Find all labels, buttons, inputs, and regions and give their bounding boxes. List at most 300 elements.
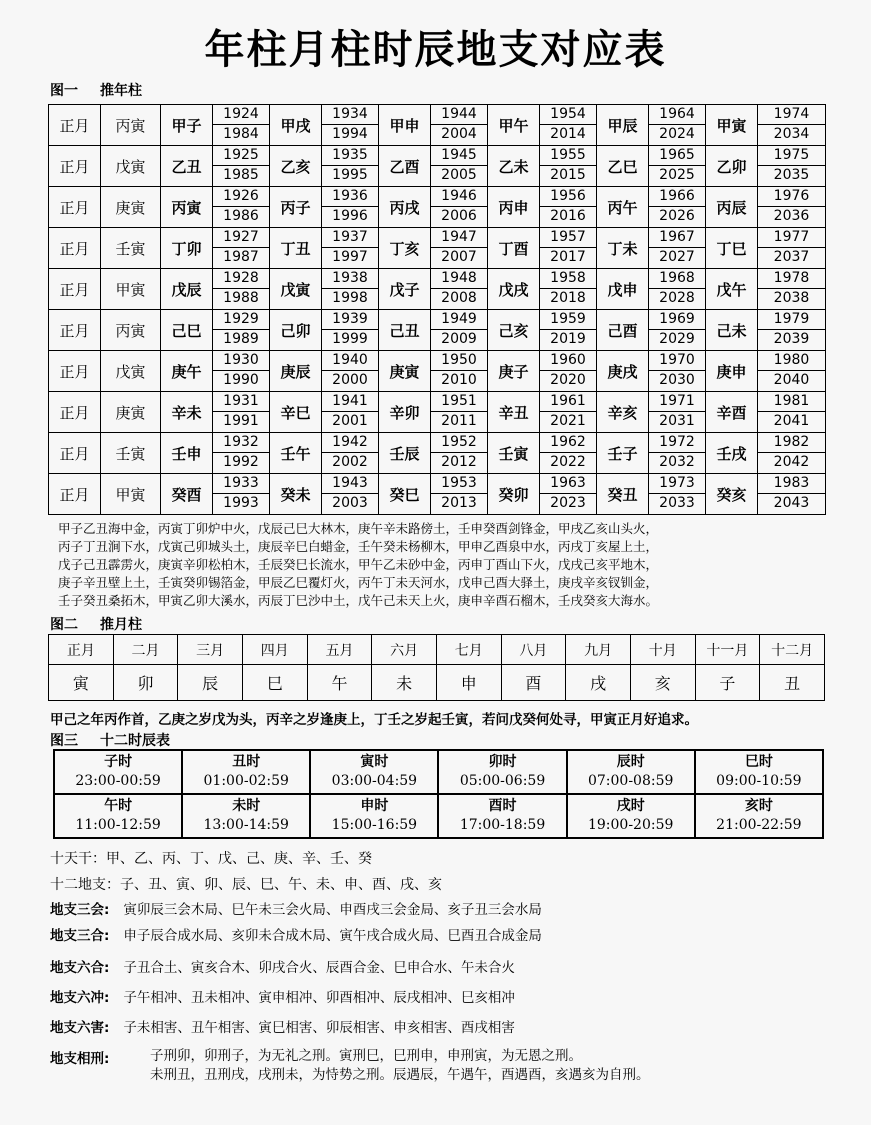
ganzhi-cell: 乙亥 — [270, 146, 322, 187]
year-value: 2043 — [773, 495, 810, 511]
year-value: 1964 — [649, 105, 705, 125]
year-cell — [213, 146, 270, 187]
year-cell — [649, 105, 706, 146]
year-row — [49, 105, 826, 146]
year-row — [49, 269, 826, 310]
ganzhi-cell: 丁卯 — [161, 228, 213, 269]
year-cell — [649, 310, 706, 351]
ganzhi-cell: 乙丑 — [161, 146, 213, 187]
year-value: 1977 — [758, 228, 825, 248]
xing-label: 地支相刑: — [50, 1051, 110, 1067]
year-value: 1987 — [223, 249, 259, 265]
fig3-label: 图三 十二时辰表 — [50, 733, 170, 749]
month-header: 九月 — [566, 635, 631, 665]
ganzhi-cell: 戊午 — [706, 269, 758, 310]
month-cell: 正月 — [49, 187, 101, 228]
year-value: 1968 — [649, 269, 705, 289]
hour-cell — [54, 750, 182, 794]
ganzhi-cell: 丁巳 — [706, 228, 758, 269]
relation-line — [50, 986, 515, 1006]
year-value: 1934 — [322, 105, 378, 125]
month-header: 十一月 — [695, 635, 760, 665]
year-cell — [431, 310, 488, 351]
fig1-label: 图一 推年柱 — [50, 83, 142, 99]
ganzhi-cell: 丁丑 — [270, 228, 322, 269]
xing-text: 子刑卯，卯刑子，为无礼之刑。寅刑巳，巳刑申，申刑寅，为无恩之刑。 未刑丑，丑刑戌，戌刑未，为恃势之刑。辰遇辰，午遇午，酉遇酉，亥遇亥为自刑。 — [150, 1048, 650, 1083]
year-value: 1925 — [213, 146, 269, 166]
month-cell: 正月 — [49, 433, 101, 474]
year-row — [49, 433, 826, 474]
year-value: 1931 — [213, 392, 269, 412]
year-cell — [540, 474, 597, 515]
year-value: 1999 — [332, 331, 368, 347]
year-value: 1962 — [540, 433, 596, 453]
year-value: 1966 — [649, 187, 705, 207]
year-value: 1995 — [332, 167, 368, 183]
year-value: 1955 — [540, 146, 596, 166]
year-value: 2000 — [332, 372, 368, 388]
hour-name: 子时 — [104, 754, 133, 770]
year-row — [49, 310, 826, 351]
year-value: 1927 — [213, 228, 269, 248]
ganzhi-cell: 庚辰 — [270, 351, 322, 392]
year-cell — [213, 310, 270, 351]
ganzhi-cell: 甲子 — [161, 105, 213, 146]
ganzhi-cell: 癸亥 — [706, 474, 758, 515]
hour-name: 寅时 — [360, 754, 389, 770]
hour-range: 11:00-12:59 — [75, 817, 161, 833]
year-value: 2016 — [550, 208, 586, 224]
year-cell — [758, 228, 826, 269]
hour-range: 03:00-04:59 — [331, 773, 418, 789]
year-value: 2025 — [659, 167, 695, 183]
year-value: 2011 — [441, 413, 477, 429]
hour-name: 申时 — [360, 798, 389, 814]
hour-range: 09:00-10:59 — [716, 773, 802, 789]
ganzhi-cell: 甲戌 — [270, 105, 322, 146]
year-cell — [540, 433, 597, 474]
year-value: 2042 — [773, 454, 810, 470]
hour-cell — [438, 750, 566, 794]
month-header: 二月 — [113, 635, 178, 665]
ganzhi-cell: 丁酉 — [488, 228, 540, 269]
year-cell — [322, 310, 379, 351]
relation-label: 地支六害: — [50, 1020, 110, 1036]
year-value: 1970 — [649, 351, 705, 371]
month-cell: 正月 — [49, 146, 101, 187]
hour-cell — [182, 750, 310, 794]
stem-cell: 戊寅 — [101, 146, 161, 187]
year-cell — [322, 146, 379, 187]
month-branch: 戌 — [566, 665, 631, 701]
year-value: 1942 — [322, 433, 378, 453]
ganzhi-cell: 己亥 — [488, 310, 540, 351]
ganzhi-cell: 丙子 — [270, 187, 322, 228]
year-value: 1963 — [540, 474, 596, 494]
year-value: 1972 — [649, 433, 705, 453]
year-value: 1986 — [223, 208, 259, 224]
month-header: 五月 — [307, 635, 372, 665]
year-cell — [213, 105, 270, 146]
year-value: 1984 — [223, 126, 259, 142]
year-row — [49, 351, 826, 392]
month-branch: 申 — [436, 665, 501, 701]
ganzhi-cell: 己巳 — [161, 310, 213, 351]
ganzhi-cell: 辛巳 — [270, 392, 322, 433]
year-cell — [322, 105, 379, 146]
year-value: 1989 — [223, 331, 259, 347]
ganzhi-cell: 乙未 — [488, 146, 540, 187]
year-value: 2004 — [441, 126, 477, 142]
year-value: 2019 — [550, 331, 586, 347]
ganzhi-cell: 辛酉 — [706, 392, 758, 433]
hour-cell — [695, 750, 823, 794]
ganzhi-cell: 壬寅 — [488, 433, 540, 474]
year-value: 1973 — [649, 474, 705, 494]
month-pillar-table — [48, 634, 825, 701]
year-value: 1996 — [332, 208, 368, 224]
hour-cell — [310, 750, 438, 794]
year-value: 1998 — [332, 290, 368, 306]
year-row — [49, 228, 826, 269]
hour-range: 17:00-18:59 — [459, 817, 546, 833]
year-value: 2035 — [773, 167, 810, 183]
month-branch: 午 — [307, 665, 372, 701]
year-value: 2017 — [550, 249, 586, 265]
year-cell — [540, 269, 597, 310]
ganzhi-cell: 己未 — [706, 310, 758, 351]
year-value: 1975 — [758, 146, 825, 166]
ganzhi-cell: 庚午 — [161, 351, 213, 392]
year-value: 1928 — [213, 269, 269, 289]
year-value: 1956 — [540, 187, 596, 207]
stem-cell: 庚寅 — [101, 392, 161, 433]
hour-name: 戌时 — [616, 798, 645, 814]
fig2-name: 推月柱 — [100, 617, 142, 633]
hours-row — [54, 794, 823, 838]
year-value: 2031 — [659, 413, 695, 429]
month-branch: 卯 — [113, 665, 178, 701]
hour-name: 丑时 — [232, 754, 261, 770]
year-cell — [431, 228, 488, 269]
year-cell — [322, 269, 379, 310]
month-header: 三月 — [178, 635, 243, 665]
year-value: 1949 — [431, 310, 487, 330]
ganzhi-cell: 癸未 — [270, 474, 322, 515]
month-cell: 正月 — [49, 474, 101, 515]
year-value: 1958 — [540, 269, 596, 289]
relation-label: 地支三合: — [50, 928, 110, 944]
year-cell — [213, 228, 270, 269]
year-value: 2009 — [441, 331, 477, 347]
ganzhi-cell: 甲午 — [488, 105, 540, 146]
hour-name: 卯时 — [488, 754, 517, 770]
hour-range: 01:00-02:59 — [203, 773, 289, 789]
year-value: 2008 — [441, 290, 477, 306]
hour-name: 酉时 — [488, 798, 517, 814]
ganzhi-cell: 甲寅 — [706, 105, 758, 146]
ganzhi-cell: 癸巳 — [379, 474, 431, 515]
year-cell — [213, 351, 270, 392]
year-cell — [540, 351, 597, 392]
ganzhi-cell: 丙戌 — [379, 187, 431, 228]
year-cell — [758, 351, 826, 392]
year-value: 1985 — [223, 167, 259, 183]
ganzhi-cell: 庚申 — [706, 351, 758, 392]
month-branch: 未 — [372, 665, 437, 701]
relation-line — [50, 898, 542, 918]
ganzhi-cell: 癸丑 — [597, 474, 649, 515]
year-cell — [758, 146, 826, 187]
year-value: 1944 — [431, 105, 487, 125]
hours-table — [53, 749, 824, 839]
hour-cell — [54, 794, 182, 838]
year-cell — [758, 105, 826, 146]
year-row — [49, 146, 826, 187]
month-header: 十月 — [630, 635, 695, 665]
year-cell — [322, 474, 379, 515]
ganzhi-cell: 辛丑 — [488, 392, 540, 433]
ganzhi-cell: 庚寅 — [379, 351, 431, 392]
year-value: 2037 — [773, 249, 810, 265]
year-value: 1924 — [213, 105, 269, 125]
ganzhi-cell: 己卯 — [270, 310, 322, 351]
year-cell — [540, 105, 597, 146]
hour-range: 15:00-16:59 — [331, 817, 418, 833]
fig3-name: 十二时辰表 — [100, 733, 170, 749]
year-cell — [322, 228, 379, 269]
year-value: 2005 — [441, 167, 477, 183]
ganzhi-cell: 乙巳 — [597, 146, 649, 187]
year-cell — [431, 269, 488, 310]
ganzhi-cell: 癸酉 — [161, 474, 213, 515]
year-value: 1993 — [223, 495, 259, 511]
year-value: 1967 — [649, 228, 705, 248]
year-cell — [649, 146, 706, 187]
year-cell — [758, 392, 826, 433]
year-value: 2028 — [659, 290, 695, 306]
month-header: 正月 — [49, 635, 114, 665]
year-cell — [649, 269, 706, 310]
ganzhi-cell: 己丑 — [379, 310, 431, 351]
year-value: 2030 — [659, 372, 695, 388]
year-value: 2039 — [773, 331, 810, 347]
ganzhi-cell: 戊辰 — [161, 269, 213, 310]
year-value: 1982 — [758, 433, 825, 453]
year-value: 2032 — [659, 454, 695, 470]
stem-cell: 庚寅 — [101, 187, 161, 228]
relation-text: 子午相冲、丑未相冲、寅申相冲、卯酉相冲、辰戌相冲、巳亥相冲 — [123, 990, 515, 1006]
month-branch: 子 — [695, 665, 760, 701]
year-cell — [322, 187, 379, 228]
year-cell — [758, 310, 826, 351]
month-cell: 正月 — [49, 105, 101, 146]
ganzhi-cell: 辛亥 — [597, 392, 649, 433]
year-value: 1971 — [649, 392, 705, 412]
ganzhi-cell: 丙寅 — [161, 187, 213, 228]
fig1-name: 推年柱 — [100, 83, 142, 99]
hour-range: 07:00-08:59 — [587, 773, 674, 789]
year-cell — [431, 187, 488, 228]
year-value: 1936 — [322, 187, 378, 207]
year-cell — [213, 433, 270, 474]
ganzhi-cell: 壬申 — [161, 433, 213, 474]
month-cell: 正月 — [49, 351, 101, 392]
year-value: 1953 — [431, 474, 487, 494]
year-value: 1943 — [322, 474, 378, 494]
year-cell — [213, 269, 270, 310]
ganzhi-cell: 壬子 — [597, 433, 649, 474]
relation-label: 地支六冲: — [50, 990, 110, 1006]
year-value: 2034 — [773, 126, 810, 142]
stem-cell: 壬寅 — [101, 433, 161, 474]
month-header: 四月 — [242, 635, 307, 665]
year-value: 2006 — [441, 208, 477, 224]
relation-text: 寅卯辰三会木局、巳午未三会火局、申酉戌三会金局、亥子丑三会水局 — [123, 902, 542, 918]
year-cell — [322, 433, 379, 474]
hour-cell — [182, 794, 310, 838]
stem-cell: 壬寅 — [101, 228, 161, 269]
year-value: 1935 — [322, 146, 378, 166]
hour-name: 辰时 — [616, 754, 645, 770]
year-cell — [431, 351, 488, 392]
ganzhi-cell: 辛卯 — [379, 392, 431, 433]
year-cell — [540, 187, 597, 228]
year-row — [49, 187, 826, 228]
hour-cell — [567, 750, 695, 794]
year-value: 2033 — [659, 495, 695, 511]
hour-name: 巳时 — [744, 754, 773, 770]
year-value: 1988 — [223, 290, 259, 306]
month-branch: 辰 — [178, 665, 243, 701]
year-value: 2010 — [441, 372, 477, 388]
month-branch: 巳 — [242, 665, 307, 701]
year-value: 2002 — [332, 454, 368, 470]
ganzhi-cell: 戊申 — [597, 269, 649, 310]
year-cell — [758, 433, 826, 474]
ganzhi-cell: 庚子 — [488, 351, 540, 392]
hour-range: 19:00-20:59 — [587, 817, 674, 833]
year-value: 2041 — [773, 413, 810, 429]
year-value: 2038 — [773, 290, 810, 306]
ganzhi-cell: 乙卯 — [706, 146, 758, 187]
ganzhi-cell: 戊子 — [379, 269, 431, 310]
year-cell — [213, 187, 270, 228]
stem-cell: 甲寅 — [101, 269, 161, 310]
year-value: 1957 — [540, 228, 596, 248]
ganzhi-cell: 乙酉 — [379, 146, 431, 187]
ganzhi-cell: 丁亥 — [379, 228, 431, 269]
year-value: 1978 — [758, 269, 825, 289]
month-branch: 寅 — [49, 665, 114, 701]
year-cell — [758, 269, 826, 310]
year-row — [49, 474, 826, 515]
ganzhi-cell: 庚戌 — [597, 351, 649, 392]
year-cell — [758, 187, 826, 228]
month-header: 六月 — [372, 635, 437, 665]
year-cell — [431, 146, 488, 187]
year-value: 1938 — [322, 269, 378, 289]
ganzhi-cell: 壬戌 — [706, 433, 758, 474]
year-value: 2029 — [659, 331, 695, 347]
ganzhi-cell: 戊戌 — [488, 269, 540, 310]
ganzhi-cell: 丙午 — [597, 187, 649, 228]
year-value: 1932 — [213, 433, 269, 453]
year-value: 1948 — [431, 269, 487, 289]
year-value: 2015 — [550, 167, 586, 183]
ganzhi-cell: 甲申 — [379, 105, 431, 146]
year-cell — [431, 392, 488, 433]
hour-cell — [695, 794, 823, 838]
year-value: 2003 — [332, 495, 368, 511]
relation-label: 地支三会: — [50, 902, 110, 918]
year-value: 1981 — [758, 392, 825, 412]
hour-range: 23:00-00:59 — [75, 773, 161, 789]
year-cell — [322, 351, 379, 392]
year-cell — [758, 474, 826, 515]
hour-name: 午时 — [104, 798, 133, 814]
relation-text: 子丑合土、寅亥合木、卯戌合火、辰酉合金、巳申合水、午未合火 — [123, 960, 515, 976]
year-value: 2023 — [550, 495, 586, 511]
year-value: 1946 — [431, 187, 487, 207]
year-value: 1940 — [322, 351, 378, 371]
hour-name: 未时 — [232, 798, 261, 814]
year-value: 2024 — [659, 126, 695, 142]
year-cell — [540, 146, 597, 187]
year-value: 2040 — [773, 372, 810, 388]
year-cell — [431, 474, 488, 515]
year-row — [49, 392, 826, 433]
ganzhi-cell: 壬辰 — [379, 433, 431, 474]
month-cell: 正月 — [49, 228, 101, 269]
hour-range: 21:00-22:59 — [716, 817, 802, 833]
fig2-label: 图二 推月柱 — [50, 617, 142, 633]
hour-name: 亥时 — [744, 798, 773, 814]
year-value: 2026 — [659, 208, 695, 224]
stem-cell: 戊寅 — [101, 351, 161, 392]
stem-cell: 甲寅 — [101, 474, 161, 515]
ganzhi-cell: 癸卯 — [488, 474, 540, 515]
year-value: 2018 — [550, 290, 586, 306]
year-value: 2036 — [773, 208, 810, 224]
ganzhi-cell: 甲辰 — [597, 105, 649, 146]
year-value: 2020 — [550, 372, 586, 388]
year-value: 2022 — [550, 454, 586, 470]
relation-line — [50, 924, 542, 944]
relation-text: 申子辰合成水局、亥卯未合成木局、寅午戌合成火局、巳酉丑合成金局 — [123, 928, 542, 944]
year-value: 2014 — [550, 126, 586, 142]
year-value: 1997 — [332, 249, 368, 265]
year-value: 1930 — [213, 351, 269, 371]
year-value: 2027 — [659, 249, 695, 265]
relation-text: 子未相害、丑午相害、寅巳相害、卯辰相害、申亥相害、酉戌相害 — [123, 1020, 515, 1036]
hour-cell — [438, 794, 566, 838]
year-pillar-table — [48, 104, 826, 515]
year-value: 1959 — [540, 310, 596, 330]
year-value: 1976 — [758, 187, 825, 207]
year-value: 1951 — [431, 392, 487, 412]
year-value: 1990 — [223, 372, 259, 388]
ganzhi-cell: 壬午 — [270, 433, 322, 474]
year-cell — [213, 392, 270, 433]
year-value: 2012 — [441, 454, 477, 470]
page-title: 年柱月柱时辰地支对应表 — [204, 27, 667, 73]
relation-label: 地支六合: — [50, 960, 110, 976]
month-header: 八月 — [501, 635, 566, 665]
year-value: 1954 — [540, 105, 596, 125]
year-value: 1947 — [431, 228, 487, 248]
stem-cell: 丙寅 — [101, 310, 161, 351]
